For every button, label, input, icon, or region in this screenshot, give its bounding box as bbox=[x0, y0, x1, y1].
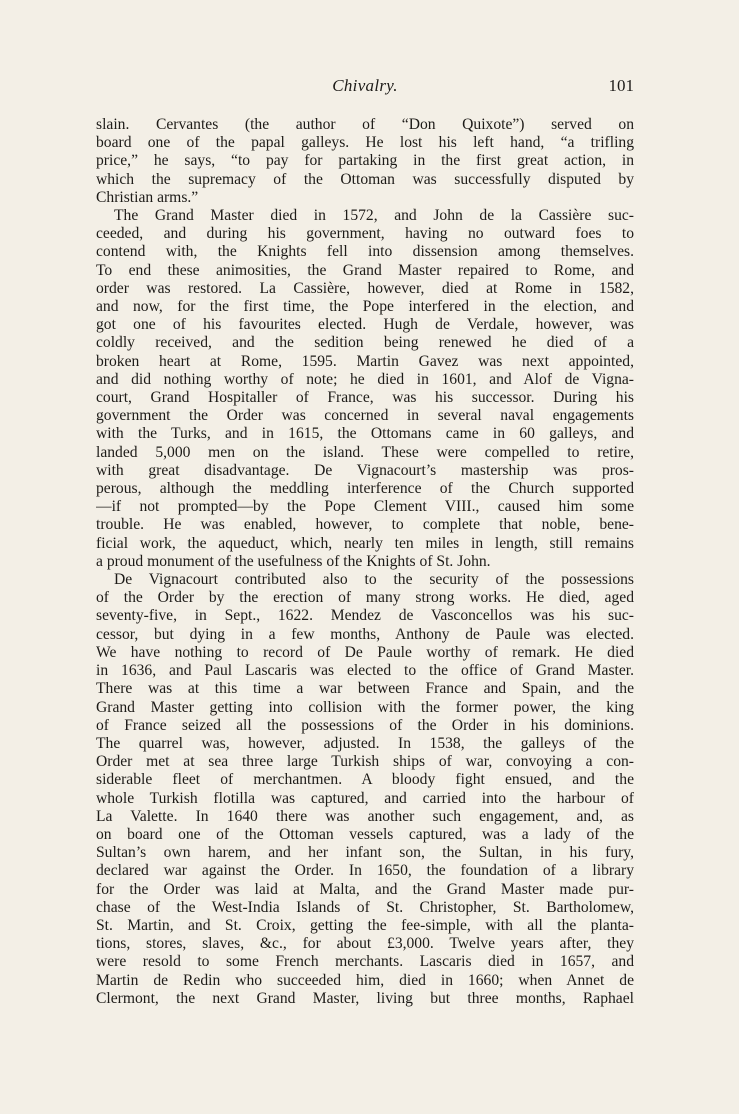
text-line: a proud monument of the usefulness of the Knights of St. John. bbox=[96, 552, 491, 570]
text-line: in 1636, and Paul Lascaris was elected to the office of Grand Master. bbox=[96, 662, 634, 680]
text-line: We have nothing to record of De Paule worthy of remark. He died bbox=[96, 643, 634, 661]
text-line: board one of the papal galleys. He lost his left hand, “a trifling bbox=[96, 134, 634, 152]
text-line: of the Order by the erection of many strong works. He died, aged bbox=[96, 589, 634, 607]
paragraph bbox=[96, 571, 634, 1008]
page-header bbox=[96, 76, 634, 100]
text-line: —if not prompted—by the Pope Clement VIII., caused him some bbox=[96, 498, 634, 516]
text-line: for the Order was laid at Malta, and the Grand Master made pur- bbox=[96, 880, 634, 898]
text-line: and now, for the first time, the Pope interfered in the election, and bbox=[96, 298, 634, 316]
text-line: got one of his favourites elected. Hugh de Verdale, however, was bbox=[96, 316, 634, 334]
text-line: whole Turkish flotilla was captured, and carried into the harbour of bbox=[96, 789, 634, 807]
text-line: Christian arms.” bbox=[96, 188, 199, 206]
text-line: coldly received, and the sedition being renewed he died of a bbox=[96, 334, 634, 352]
text-line: declared war against the Order. In 1650, the foundation of a library bbox=[96, 862, 634, 880]
paragraph bbox=[96, 207, 634, 571]
text-line: with the Turks, and in 1615, the Ottomans came in 60 galleys, and bbox=[96, 425, 634, 443]
text-line: were resold to some French merchants. Lascaris died in 1657, and bbox=[96, 953, 634, 971]
text-line: broken heart at Rome, 1595. Martin Gavez was next appointed, bbox=[96, 352, 634, 370]
text-line: To end these animosities, the Grand Master repaired to Rome, and bbox=[96, 261, 634, 279]
text-line: Sultan’s own harem, and her infant son, the Sultan, in his fury, bbox=[96, 844, 634, 862]
text-line: St. Martin, and St. Croix, getting the fee-simple, with all the planta- bbox=[96, 916, 634, 934]
text-line: Martin de Redin who succeeded him, died in 1660; when Annet de bbox=[96, 971, 634, 989]
paragraph bbox=[96, 116, 634, 207]
text-line: The quarrel was, however, adjusted. In 1538, the galleys of the bbox=[96, 734, 634, 752]
text-line: Clermont, the next Grand Master, living but three months, Raphael bbox=[96, 989, 634, 1007]
text-line: of France seized all the possessions of the Order in his dominions. bbox=[96, 716, 634, 734]
text-line: ficial work, the aqueduct, which, nearly ten miles in length, still remains bbox=[96, 534, 634, 552]
text-line: ceeded, and during his government, having no outward foes to bbox=[96, 225, 634, 243]
text-line: De Vignacourt contributed also to the security of the possessions bbox=[114, 571, 634, 589]
text-line: order was restored. La Cassière, however, died at Rome in 1582, bbox=[96, 279, 634, 297]
text-line: court, Grand Hospitaller of France, was his successor. During his bbox=[96, 389, 634, 407]
text-line: and did nothing worthy of note; he died in 1601, and Alof de Vigna- bbox=[96, 370, 634, 388]
text-line: perous, although the meddling interference of the Church supported bbox=[96, 480, 634, 498]
text-line: tions, stores, slaves, &c., for about £3,000. Twelve years after, they bbox=[96, 935, 634, 953]
text-line: government the Order was concerned in several naval engagements bbox=[96, 407, 634, 425]
text-line: with great disadvantage. De Vignacourt’s mastership was pros- bbox=[96, 461, 634, 479]
running-title: Chivalry. bbox=[332, 76, 398, 95]
text-line: cessor, but dying in a few months, Anthony de Paule was elected. bbox=[96, 625, 634, 643]
text-line: siderable fleet of merchantmen. A bloody fight ensued, and the bbox=[96, 771, 634, 789]
text-line: The Grand Master died in 1572, and John de la Cassière suc- bbox=[114, 207, 634, 225]
body-text bbox=[96, 116, 634, 1008]
text-line: seventy-five, in Sept., 1622. Mendez de Vasconcellos was his suc- bbox=[96, 607, 634, 625]
text-line: trouble. He was enabled, however, to complete that noble, bene- bbox=[96, 516, 634, 534]
page-number: 101 bbox=[608, 76, 634, 95]
text-line: landed 5,000 men on the island. These were compelled to retire, bbox=[96, 443, 634, 461]
text-line: on board one of the Ottoman vessels captured, was a lady of the bbox=[96, 825, 634, 843]
text-line: Grand Master getting into collision with the former power, the king bbox=[96, 698, 634, 716]
text-line: contend with, the Knights fell into dissension among themselves. bbox=[96, 243, 634, 261]
text-line: price,” he says, “to pay for partaking in the first great action, in bbox=[96, 152, 634, 170]
text-line: which the supremacy of the Ottoman was successfully disputed by bbox=[96, 170, 634, 188]
text-line: slain. Cervantes (the author of “Don Quixote”) served on bbox=[96, 116, 634, 133]
text-line: La Valette. In 1640 there was another such engagement, and, as bbox=[96, 807, 634, 825]
text-line: chase of the West-India Islands of St. Christopher, St. Bartholomew, bbox=[96, 898, 634, 916]
text-line: Order met at sea three large Turkish ships of war, convoying a con- bbox=[96, 753, 634, 771]
text-line: There was at this time a war between France and Spain, and the bbox=[96, 680, 634, 698]
